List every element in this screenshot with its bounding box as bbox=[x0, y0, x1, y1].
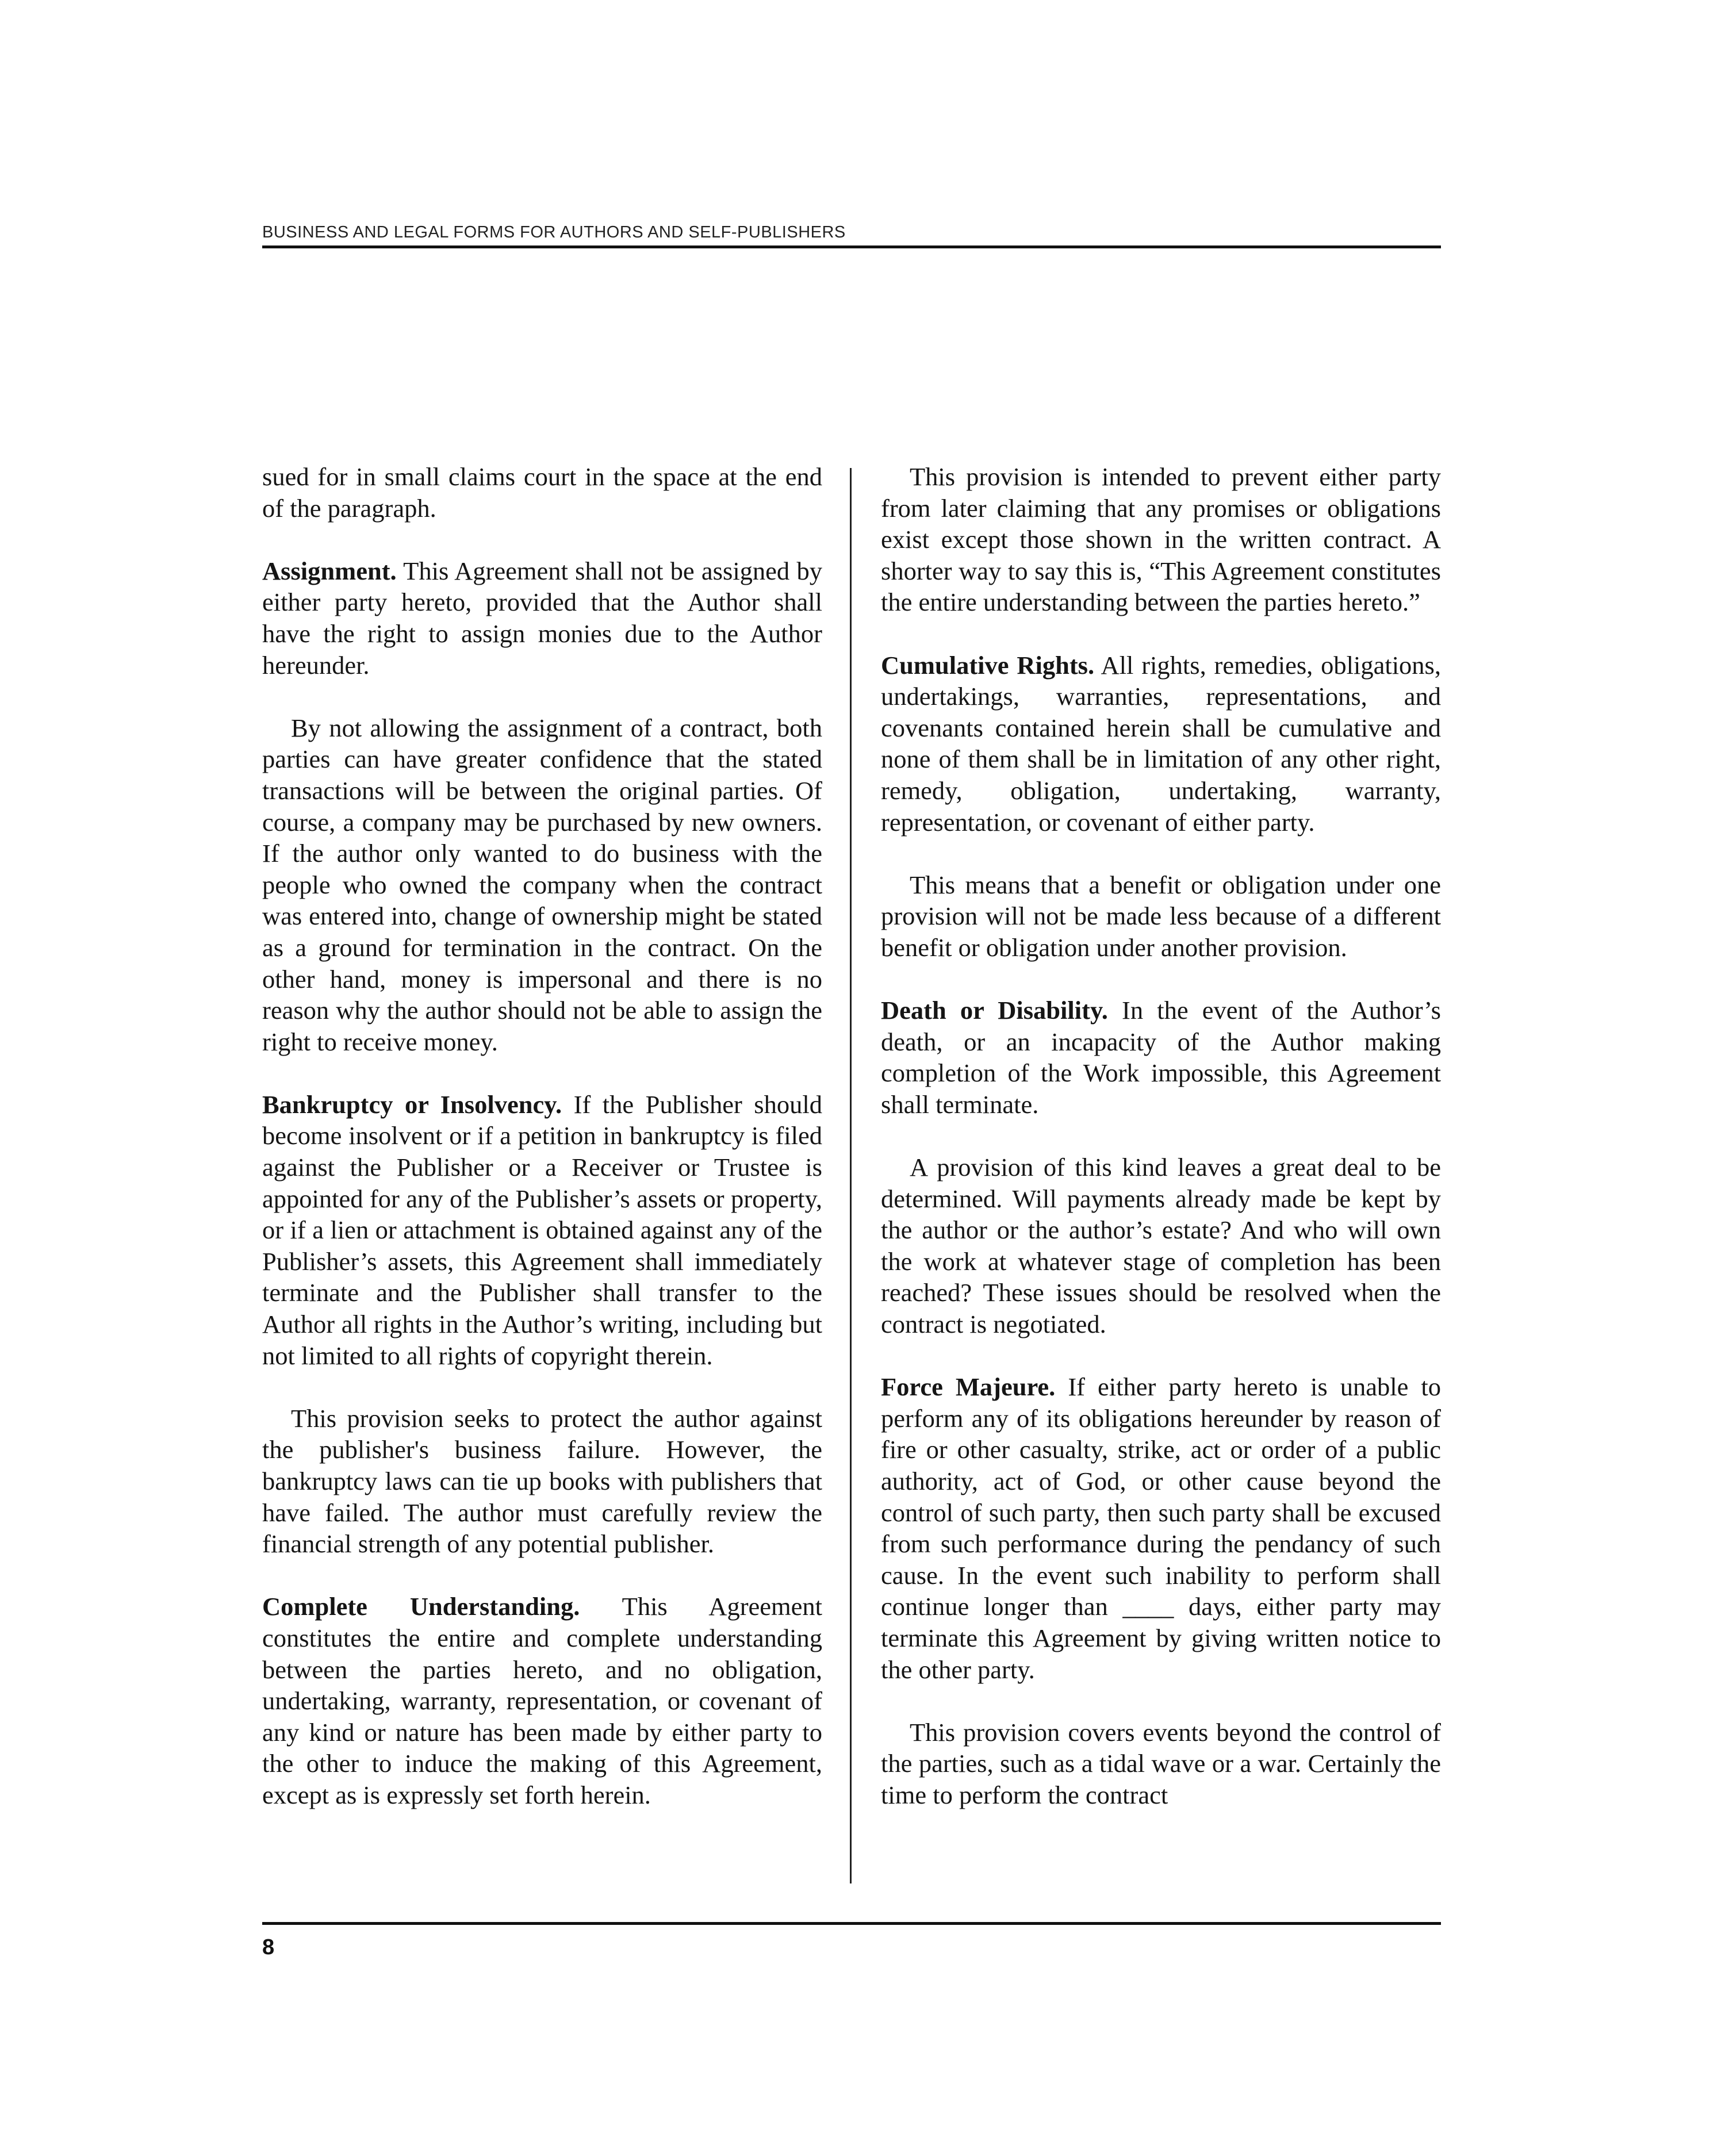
paragraph-small-claims: sued for in small claims court in the space at the end of the paragraph. bbox=[262, 462, 822, 523]
clause-heading-force-majeure: Force Majeure. bbox=[881, 1372, 1056, 1402]
left-column bbox=[262, 461, 822, 1811]
commentary-death-disability: A provision of this kind leaves a great deal to be determined. Will payments already made be kept by the author or the author’s estate? And who will own the work at whatever stage of completion has been reached? These issues should be resolved when the contract is negotiated. bbox=[881, 1153, 1441, 1339]
column-divider bbox=[850, 468, 852, 1883]
clause-body-death-disability: In the event of the Author’s death, or an incapacity of the Author making completion of the Work impossible, this Agreement shall terminate. bbox=[881, 996, 1441, 1119]
clause-force-majeure bbox=[881, 1371, 1441, 1685]
clause-heading-assignment: Assignment. bbox=[262, 556, 397, 585]
clause-heading-complete-understanding: Complete Understanding. bbox=[262, 1592, 580, 1621]
clause-heading-bankruptcy: Bankruptcy or Insolvency. bbox=[262, 1089, 562, 1119]
clause-bankruptcy bbox=[262, 1089, 822, 1371]
commentary-assignment: By not allowing the assignment of a contract, both parties can have greater confidence that the stated transactions will be between the original parties. Of course, a company may be purchased by new owners. If the author only wanted to do business with the people who owned the company when the contract was entered into, change of ownership might be stated as a ground for termination in the contract. On the other hand, money is impersonal and there is no reason why the author should not be able to assign the right to receive money. bbox=[262, 713, 822, 1056]
clause-body-cumulative-rights: All rights, remedies, obligations, undertakings, warranties, representations, and covenants contained herein shall be cumulative and none of them shall be in limitation of any other right, remedy, obligation, undertaking, warranty, representation, or covenant of either party. bbox=[881, 650, 1442, 837]
page-number: 8 bbox=[262, 1935, 275, 1959]
right-column bbox=[881, 461, 1441, 1811]
clause-complete-understanding bbox=[262, 1591, 822, 1810]
clause-cumulative-rights bbox=[881, 650, 1441, 838]
clause-body-bankruptcy: If the Publisher should become insolvent or if a petition in bankruptcy is filed against the Publisher or a Receiver or Trustee is appointed for any of the Publisher’s assets or property, or if a lien or attachment is obtained against any of the Publisher’s assets, this Agreement shall immediately terminate and the Publisher shall transfer to the Author all rights in the Author’s writing, including but not limited to all rights of copyright therein. bbox=[262, 1089, 822, 1370]
clause-heading-death-disability: Death or Disability. bbox=[881, 996, 1108, 1025]
commentary-complete-understanding: This provision is intended to prevent either party from later claiming that any promises or obligations exist except those shown in the written contract. A shorter way to say this is, “This Agreement constitutes the entire understanding between the parties hereto.” bbox=[881, 462, 1441, 617]
header-rule bbox=[262, 245, 1441, 248]
clause-assignment bbox=[262, 555, 822, 681]
clause-body-complete-understanding: This Agreement constitutes the entire and complete understanding between the parties hereto, and no obligation, undertaking, warranty, representation, or covenant of any kind or nature has been made by either party to the other to induce the making of this Agreement, except as is expressly set forth herein. bbox=[262, 1592, 822, 1809]
clause-heading-cumulative-rights: Cumulative Rights. bbox=[881, 650, 1095, 680]
clause-death-disability bbox=[881, 995, 1441, 1120]
commentary-bankruptcy: This provision seeks to protect the author against the publisher's business failure. However, the bankruptcy laws can tie up books with publishers that have failed. The author must carefully review the financial strength of any potential publisher. bbox=[262, 1403, 822, 1559]
commentary-cumulative-rights: This means that a benefit or obligation under one provision will not be made less because of a different benefit or obligation under another provision. bbox=[881, 870, 1441, 962]
clause-body-force-majeure: If either party hereto is unable to perform any of its obligations hereunder by reason of fire or other casualty, strike, act or order of a public authority, act of God, or other cause beyond the control of such party, then such party shall be excused from such performance during the pendancy of such cause. In the event such inability to perform shall continue longer than ____ days, either party may terminate this Agreement by giving written notice to the other party. bbox=[881, 1372, 1441, 1684]
commentary-force-majeure: This provision covers events beyond the control of the parties, such as a tidal wave or a war. Certainly the time to perform the contract bbox=[881, 1717, 1441, 1809]
running-header: BUSINESS AND LEGAL FORMS FOR AUTHORS AND SELF-PUBLISHERS bbox=[262, 223, 846, 241]
footer-rule bbox=[262, 1922, 1441, 1925]
clause-body-assignment: This Agreement shall not be assigned by either party hereto, provided that the Author shall have the right to assign monies due to the Author hereunder. bbox=[262, 556, 822, 680]
